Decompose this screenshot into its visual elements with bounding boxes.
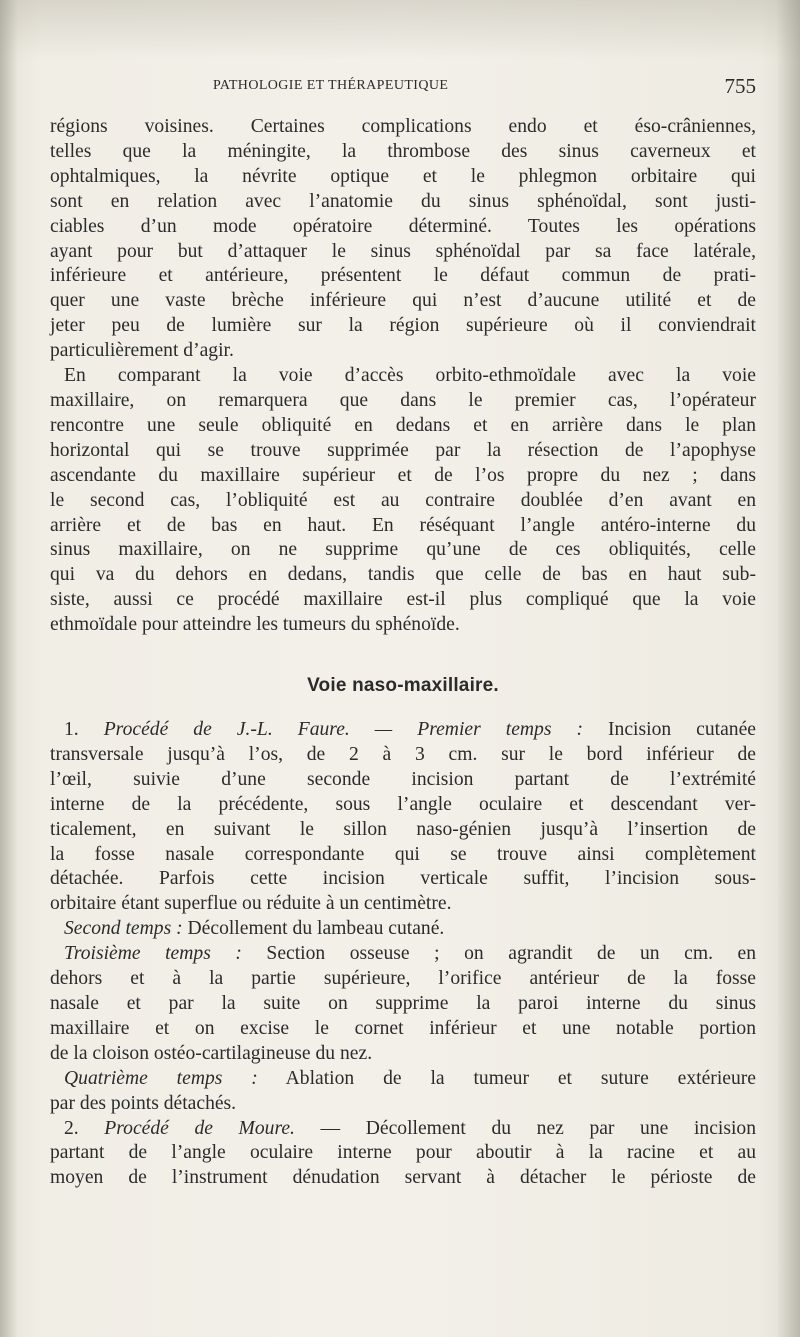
text-line: siste, aussi ce procédé maxillaire est-il plus compliqué que la voie bbox=[50, 589, 756, 611]
paragraph-number: 2. bbox=[64, 1117, 105, 1139]
text-line: ticalement, en suivant le sillon naso-génien jusqu’à l’insertion de bbox=[50, 818, 756, 840]
top-shadow bbox=[0, 0, 800, 60]
step-label-fourth: Quatrième temps : bbox=[64, 1067, 258, 1089]
text-run: Section osseuse ; on agrandit de un cm. en bbox=[241, 943, 757, 965]
text-line: maxillaire, on remarquera que dans le premier cas, l’opérateur bbox=[50, 389, 756, 411]
text-line: la fosse nasale correspondante qui se trouve ainsi complètement bbox=[50, 843, 756, 865]
text-line: le second cas, l’obliquité est au contraire doublée d’en avant en bbox=[50, 489, 756, 511]
body-text-bottom bbox=[50, 718, 756, 1191]
text-line: interne de la précédente, sous l’angle oculaire et descendant ver- bbox=[50, 793, 756, 815]
text-line bbox=[50, 1067, 756, 1092]
text-line: particulièrement d’agir. bbox=[50, 340, 234, 362]
text-line: inférieure et antérieure, présentent le défaut commun de prati- bbox=[50, 265, 756, 287]
right-page-edge bbox=[776, 0, 800, 1337]
text-line: orbitaire étant superflue ou réduite à un centimètre. bbox=[50, 893, 452, 915]
text-line: ciables d’un mode opératoire déterminé. Toutes les opérations bbox=[50, 215, 756, 237]
text-line: qui va du dehors en dedans, tandis que celle de bas en haut sub- bbox=[50, 564, 756, 586]
text-line: ophtalmiques, la névrite optique et le phlegmon orbitaire qui bbox=[50, 165, 756, 187]
text-line: maxillaire et on excise le cornet inférieur et une notable portion bbox=[50, 1017, 756, 1039]
procedure-title-moure: Procédé de Moure. bbox=[104, 1117, 295, 1139]
text-line: régions voisines. Certaines complications endo et éso-crâniennes, bbox=[50, 116, 756, 137]
text-line: telles que la méningite, la thrombose des sinus caverneux et bbox=[50, 140, 756, 162]
text-line: nasale et par la suite on supprime la paroi interne du sinus bbox=[50, 992, 756, 1014]
text-line: par des points détachés. bbox=[50, 1092, 237, 1114]
text-line: ayant pour but d’attaquer le sinus sphénoïdal par sa face latérale, bbox=[50, 240, 756, 262]
text-line: arrière et de bas en haut. En réséquant l’angle antéro-interne du bbox=[50, 514, 756, 536]
text-run: Incision cutanée bbox=[583, 719, 757, 740]
body-text-top bbox=[50, 115, 756, 638]
text-run: Ablation de la tumeur et suture extérieure bbox=[257, 1067, 756, 1089]
text-run: — Décollement du nez par une incision bbox=[294, 1117, 756, 1139]
text-line: transversale jusqu’à l’os, de 2 à 3 cm. sur le bord inférieur de bbox=[50, 743, 756, 765]
text-line: sinus maxillaire, on ne supprime qu’une de ces obliquités, celle bbox=[50, 539, 756, 561]
text-line: de la cloison ostéo-cartilagineuse du nez. bbox=[50, 1042, 373, 1064]
text-line: dehors et à la partie supérieure, l’orifice antérieur de la fosse bbox=[50, 968, 756, 990]
procedure-title-faure: Procédé de J.-L. Faure. — Premier temps : bbox=[103, 719, 584, 740]
text-line: détachée. Parfois cette incision verticale suffit, l’incision sous- bbox=[50, 868, 756, 890]
text-line: moyen de l’instrument dénudation servant à détacher le périoste de bbox=[50, 1167, 756, 1189]
running-head bbox=[50, 76, 756, 100]
text-line bbox=[50, 1117, 756, 1142]
text-line: l’œil, suivie d’une seconde incision partant de l’extrémité bbox=[50, 768, 756, 790]
text-run: Décollement du lambeau cutané. bbox=[182, 918, 445, 940]
left-binding-edge bbox=[0, 0, 18, 1337]
text-line: jeter peu de lumière sur la région supérieure où il conviendrait bbox=[50, 315, 756, 337]
text-line bbox=[50, 942, 756, 967]
text-line: rencontre une seule obliquité en dedans et en arrière dans le plan bbox=[50, 414, 756, 436]
text-line: quer une vaste brèche inférieure qui n’est d’aucune utilité et de bbox=[50, 290, 756, 312]
section-heading: Voie naso-maxillaire. bbox=[307, 675, 499, 696]
text-line: sont en relation avec l’anatomie du sinus sphénoïdal, sont justi- bbox=[50, 190, 756, 212]
text-line: ascendante du maxillaire supérieur et de l’os propre du nez ; dans bbox=[50, 464, 756, 486]
paragraph-number: 1. bbox=[64, 719, 104, 740]
text-line bbox=[50, 917, 756, 942]
text-line: ethmoïdale pour atteindre les tumeurs du sphénoïde. bbox=[50, 614, 460, 636]
step-label-second: Second temps : bbox=[64, 918, 183, 940]
step-label-third: Troisième temps : bbox=[64, 943, 242, 965]
running-head-title: PATHOLOGIE ET THÉRAPEUTIQUE bbox=[213, 78, 449, 93]
page-number: 755 bbox=[724, 74, 756, 98]
text-line bbox=[50, 718, 756, 743]
text-line: En comparant la voie d’accès orbito-ethmoïdale avec la voie bbox=[64, 365, 756, 387]
text-line: partant de l’angle oculaire interne pour aboutir à la racine et au bbox=[50, 1142, 756, 1164]
text-line: horizontal qui se trouve supprimée par la résection de l’apophyse bbox=[50, 439, 756, 461]
